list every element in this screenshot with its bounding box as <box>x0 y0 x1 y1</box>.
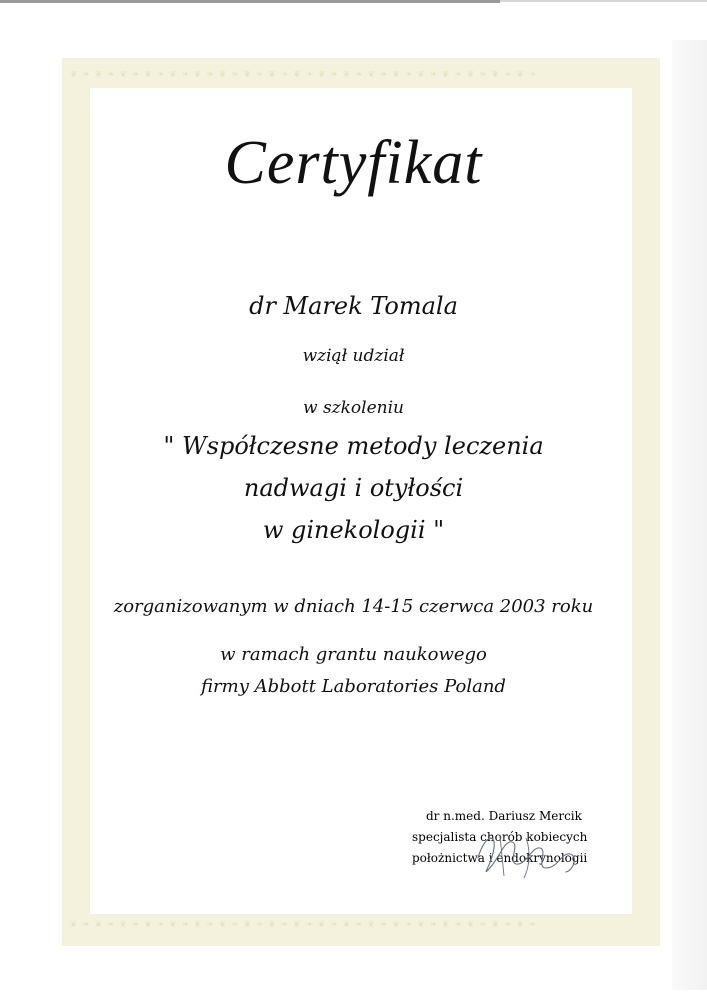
handwritten-signature <box>470 818 590 888</box>
certificate-title: Certyfikat <box>224 129 483 197</box>
border-pattern-bottom: ❦ ❧ ❦ ❧ ❦ ❧ ❦ ❧ ❦ ❧ ❦ ❧ ❦ ❧ ❦ ❧ ❦ ❧ ❦ ❧ ❦ ❧ ❦ ❧ ❦ ❧ ❦ ❧ ❦ ❧ ❦ ❧ ❦ ❧ ❦ ❧ ❦ ❧ <box>70 920 538 930</box>
signatory-title-line: położnictwa i endokrynologii <box>412 851 588 865</box>
signatory-title-line: specjalista chorób kobiecych <box>412 830 588 844</box>
border-pattern-top: ❦ ❧ ❦ ❧ ❦ ❧ ❦ ❧ ❦ ❧ ❦ ❧ ❦ ❧ ❦ ❧ ❦ ❧ ❦ ❧ ❦ ❧ ❦ ❧ ❦ ❧ ❦ ❧ ❦ ❧ ❦ ❧ ❦ ❧ ❦ ❧ ❦ ❧ <box>70 70 538 80</box>
sponsor-line: firmy Abbott Laboratories Poland <box>201 676 506 697</box>
training-topic-line: w ginekologii " <box>262 516 445 544</box>
training-topic-line: " Współczesne metody leczenia <box>163 432 544 460</box>
took-part-text: wziął udział <box>302 346 405 366</box>
signatory-name: dr n.med. Dariusz Mercik <box>426 809 582 823</box>
recipient-name: dr Marek Tomala <box>249 292 458 320</box>
grant-line: w ramach grantu naukowego <box>220 644 487 665</box>
in-training-text: w szkoleniu <box>302 398 404 418</box>
organized-date-text: zorganizowanym w dniach 14-15 czerwca 2003 roku <box>113 596 594 617</box>
training-topic-line: nadwagi i otyłości <box>243 474 464 502</box>
